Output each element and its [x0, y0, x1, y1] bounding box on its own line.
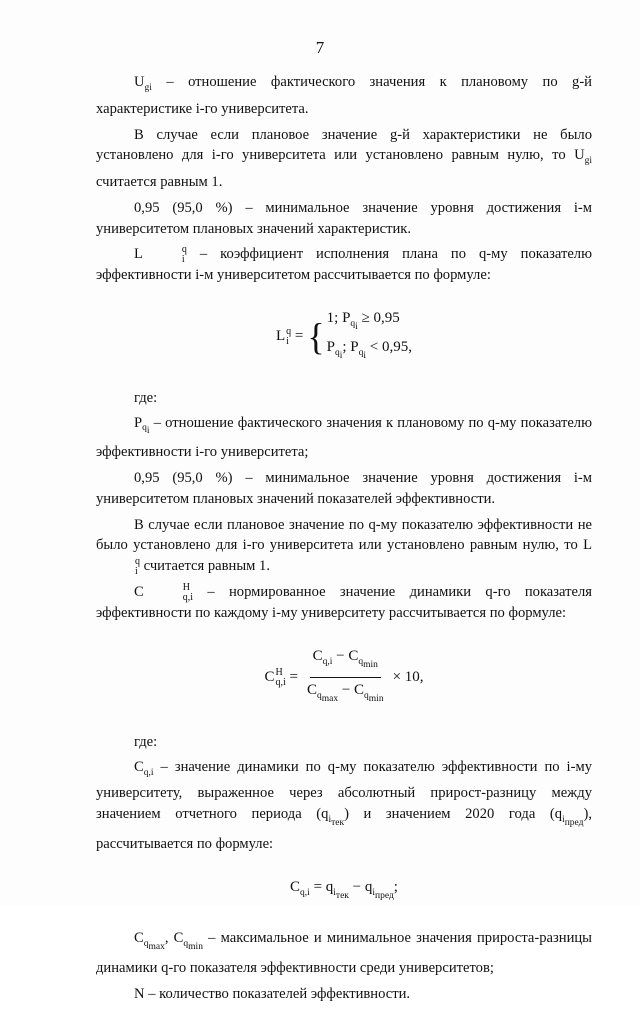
paragraph-cqi-definition: $C_{q,i}$ – значение динамики по q-му показателю эффективности по i-му университету, выраженное через абсолютный прирост-разницу между значением отчетного периода $(q_{i_{тек}})$ и значением 2020 года $(q_{i_{пред}})$, рассчитывается по формуле: — [96, 758, 592, 852]
where-label-2: где: — [134, 733, 158, 750]
where-label-1: где: — [134, 389, 158, 406]
paragraph-threshold-characteristics: 0,95 (95,0 %) – минимальное значение уровня достижения i-м университетом плановых значений характеристик. — [96, 199, 592, 237]
paragraph-pqi-definition: $P_{q_i}$ – отношение фактического значения к плановому по q-му показателю эффективности i-го университета; — [96, 414, 592, 461]
paragraph-liq-zero-case: В случае если плановое значение по q-му показателю эффективности не было установлено для i-го университета или установлено равным нулю, то L q i считается равным 1. — [96, 516, 592, 577]
document-body — [96, 72, 592, 1009]
paragraph-cmax-cmin-definition: $C_{q_{max}}$, $C_{q_{min}}$ – максимальное и минимальное значения прироста-разницы динамики q-го показателя эффективности среди университетов; — [96, 930, 592, 976]
paragraph-ugi-zero-case: В случае если плановое значение g-й характеристики не было установлено для i-го университета или установлено равным нулю, то $U_{gi}$ считается равным 1. — [96, 126, 592, 190]
formula-liq: L q i = { 1; $P_{q_i} \ge 0,95$ $P_{q_i}$; $P_{q_i} < 0,95$, — [96, 308, 592, 366]
formula-fraction: $\frac{C_{q,i} - C_{q_{min}}}{C_{q_{max}} - C_{q_{min}}}$ — [306, 647, 384, 705]
formula-chqi: C H q,i = $\frac{C_{q,i} - C_{q_{min}}}{C_{q_{max}} - C_{q_{min}}}$ × 10, — [96, 646, 592, 710]
paragraph-threshold-indicators: 0,95 (95,0 %) – минимальное значение уровня достижения i-м университетом плановых значений показателей эффективности. — [96, 469, 592, 507]
formula-brace: { — [307, 315, 325, 358]
paragraph-chqi-definition: C H q,i – нормированное значение динамики q-го показателя эффективности по каждому i-му университету рассчитывается по формуле: — [96, 581, 592, 621]
paragraph-n-definition: N – количество показателей эффективности. — [134, 985, 411, 1002]
formula-cases: 1; $P_{q_i} \ge 0,95$ $P_{q_i}$; $P_{q_i} < 0,95$, — [326, 309, 413, 361]
formula-cqi: $C_{q,i} = q_{i_{тек}} - q_{i_{пред}}$; — [290, 878, 398, 901]
paragraph-liq-definition: L q i – коэффициент исполнения плана по q-му показателю эффективности i-м университетом рассчитывается по формуле: — [96, 244, 592, 284]
page-number: 7 — [315, 38, 325, 57]
paragraph-ugi-definition: $U_{gi}$ – отношение фактического значения к плановому по g-й характеристике i-го университета. — [96, 74, 592, 117]
